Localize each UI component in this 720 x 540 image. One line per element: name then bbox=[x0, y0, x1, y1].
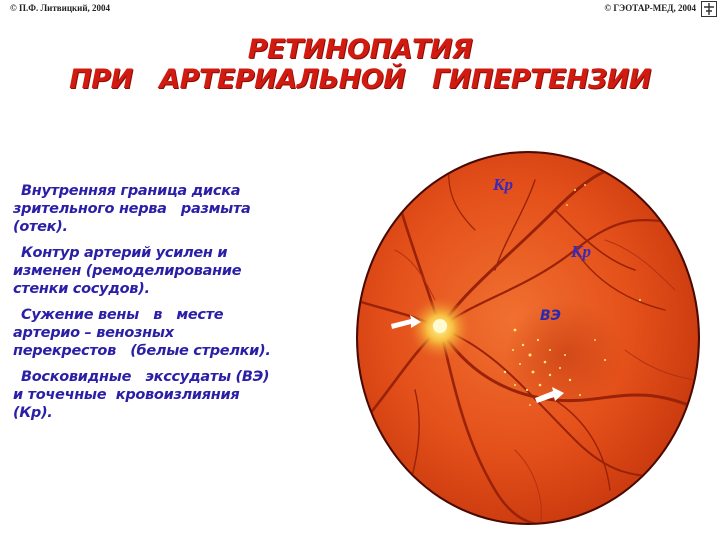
paragraph-vein-narrowing bbox=[13, 306, 303, 360]
paragraph-exudates bbox=[13, 368, 303, 422]
paragraph-disc-edema bbox=[13, 182, 303, 236]
page-title-line-2: ПРИ АРТЕРИАЛЬНОЙ ГИПЕРТЕНЗИИ bbox=[69, 64, 651, 95]
text-line: и точечные кровоизлияния bbox=[13, 387, 240, 403]
paragraph-artery-contour bbox=[13, 244, 303, 298]
label-hemorrhage-top: Кр bbox=[493, 175, 514, 194]
text-line: Восковидные экссудаты (ВЭ) bbox=[21, 369, 270, 385]
text-line: стенки сосудов). bbox=[13, 281, 150, 297]
fundus-photo bbox=[355, 150, 701, 526]
copyright-left: © П.Ф. Литвицкий, 2004 bbox=[10, 3, 111, 13]
text-line: Сужение вены в месте bbox=[21, 307, 224, 323]
page-title-line-1: РЕТИНОПАТИЯ bbox=[247, 34, 473, 65]
text-line: зрительного нерва размыта bbox=[13, 201, 251, 217]
text-line: Контур артерий усилен и bbox=[21, 245, 228, 261]
text-line: перекрестов (белые стрелки). bbox=[13, 343, 271, 359]
label-hemorrhage-mid: Кр bbox=[571, 242, 592, 261]
text-line: изменен (ремоделирование bbox=[13, 263, 242, 279]
text-line: (отек). bbox=[13, 219, 68, 235]
text-line: (Кр). bbox=[13, 405, 53, 421]
publisher-logo-icon bbox=[701, 1, 717, 17]
label-waxy-exudates: ВЭ bbox=[540, 308, 561, 324]
text-line: Внутренняя граница диска bbox=[21, 183, 241, 199]
text-line: артерио – венозных bbox=[13, 325, 174, 341]
copyright-right: © ГЭОТАР-МЕД, 2004 bbox=[604, 3, 696, 13]
description-text bbox=[13, 182, 303, 430]
